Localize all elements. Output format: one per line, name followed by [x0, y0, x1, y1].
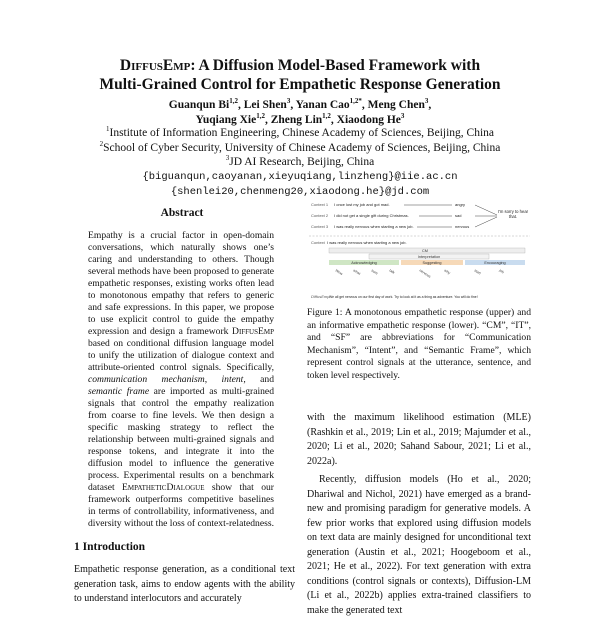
- affiliation-line: [0, 141, 600, 156]
- author-name: Lei Shen: [243, 99, 287, 111]
- emotion-label: angry: [455, 202, 466, 207]
- affil-marker: 1: [105, 125, 110, 134]
- paragraph: with the maximum likelihood estimation (MLE) (Rashkin et al., 2019; Lin et al., 2019; Majumder et al., 2020; Li et al., 2020; Sahand Sabour, 2021; Li et al., 2022a).: [307, 412, 531, 467]
- author-affil: 3: [286, 97, 291, 106]
- interpretation-label: Interpretation: [417, 254, 441, 259]
- affiliations: [0, 126, 600, 170]
- context-text: I did not get a single gift during Christmas.: [334, 213, 409, 218]
- context-label: Context 1: [311, 202, 329, 207]
- abstract-span: based on conditional diffusion language model to unify the utilization of dialogue context and attribute-oriented control signals. Specifically,: [88, 338, 274, 373]
- sf-word: nervous: [418, 268, 432, 279]
- title-framework-name: DiffusEmp: [119, 57, 191, 74]
- affil-text: School of Cyber Security, University of Chinese Academy of Sciences, Beijing, China: [103, 141, 501, 154]
- abstract-text: [88, 230, 274, 530]
- author-affil: 1,2: [322, 112, 331, 121]
- author-name: Zheng Lin: [270, 114, 323, 126]
- affil-text: JD AI Research, Beijing, China: [229, 156, 375, 168]
- term-semantic-frame: semantic frame: [88, 386, 150, 397]
- author-name: Xiaodong He: [336, 114, 401, 126]
- sf-word: why: [443, 268, 452, 276]
- sf-word: what: [352, 268, 362, 276]
- author-affil: 3: [400, 112, 405, 121]
- paper-title: [0, 56, 600, 94]
- figure-1: [309, 198, 530, 302]
- email-line: {biguanqun,caoyanan,xieyuqiang,linzheng}@iie.ac.cn: [142, 171, 458, 183]
- affiliation-line: [0, 155, 600, 170]
- affil-marker: 2: [99, 139, 104, 148]
- sf-word: start: [473, 268, 482, 276]
- monotonous-response-box: [497, 209, 529, 225]
- response-text: We all get nervous on our first day of work. Try to look at it as a thing as adventure. You will do fine!: [329, 295, 478, 299]
- abstract-span: show that our framework outperforms competitive baselines in terms of controllability, informativeness, and diversity without the loss of context-relatedness.: [88, 482, 274, 529]
- title-line-1: : A Diffusion Model-Based Framework with: [190, 57, 481, 74]
- segment-label: Encouraging: [484, 260, 506, 265]
- author-name: Meng Chen: [367, 99, 425, 111]
- abstract-span: ,: [204, 374, 222, 385]
- author-name: Yuqiang Xie: [195, 114, 257, 126]
- introduction-heading: 1 Introduction: [74, 541, 146, 553]
- abstract-span: are imported as multi-grained signals that control the empathy realization from coarse to fine levels. We then design a specific masking strategy to reflect the relationship between multi-grained signals and response tokens, and integrate it into the diffusion model to influence the generative process. Experimental results on a benchmark dataset: [88, 386, 274, 493]
- term-intent: intent: [221, 374, 244, 385]
- sf-word: Wow: [334, 268, 344, 277]
- author-affil: 1,2: [229, 97, 238, 106]
- sf-words: [334, 268, 504, 279]
- cm-label: CM: [422, 248, 428, 253]
- context-label: Context 3: [311, 224, 329, 229]
- sf-word: talk: [388, 268, 396, 275]
- author-affil: 1,2: [256, 112, 265, 121]
- sf-word: sure: [370, 268, 379, 276]
- affiliation-line: [0, 126, 600, 141]
- author-name: Yanan Cao: [295, 99, 350, 111]
- author-list: Guanqun Bi$^{1,2}$, Lei Shen$^3$, Yanan Cao$^{1,2*}$, Meng Chen$^3$, Yuqiang Xie$^{1,2}$, Zheng Lin$^{1,2}$, Xiaodong He$^3$: [168, 97, 432, 126]
- figure-1-caption: [307, 307, 531, 382]
- converge-arrow: [475, 205, 497, 215]
- figure-1-diagram: [309, 198, 530, 302]
- author-affil: 1,2*: [349, 97, 362, 106]
- caption-text: Figure 1: A monotonous empathetic response (upper) and an informative empathetic response (lower). “CM”, “IT”, and “SF” are abbreviations for “Communication Mechanism”, “Intent”, and “Semantic Frame”, which represent control signals at the utterance, sentence, and token level respectively.: [307, 307, 531, 381]
- segment-label: Suggesting: [422, 260, 442, 265]
- email-line: {shenlei20,chenmeng20,xiaodong.he}@jd.com: [170, 186, 430, 198]
- abstract-span: , and: [243, 374, 274, 385]
- dataset-name: EmpatheticDialogue: [121, 482, 205, 493]
- emotion-label: nervous: [455, 224, 470, 229]
- email-list: [0, 170, 600, 200]
- context-text: I once lost my job and got mad.: [334, 202, 390, 207]
- affil-text: Institute of Information Engineering, Chinese Academy of Sciences, Beijing, China: [109, 127, 495, 139]
- abstract-span: Empathy is a crucial factor in open-domain conversations, which naturally shows one’s caring and understanding to others. Though several methods have been proposed to generate empathetic responses, existing works often lead to monotonous empathy that refers to generic and safe expressions. In this paper, we propose to use explicit control to guide the empathy expression and design a framework: [88, 230, 274, 337]
- converge-arrow: [475, 217, 497, 227]
- context-text: I was really nervous when starting a new job.: [327, 240, 407, 245]
- sf-word: job: [498, 268, 505, 275]
- abstract-heading: Abstract: [160, 207, 204, 219]
- emotion-label: sad: [455, 213, 462, 218]
- term-communication-mechanism: communication mechanism: [88, 374, 205, 385]
- segment-label: Acknowledging: [351, 260, 377, 265]
- author-affil: 3: [424, 97, 429, 106]
- monotonous-response: I'm sorry to hear that.: [497, 209, 529, 219]
- response-label: DiffusEmp: [311, 294, 330, 299]
- intro-paragraph: Empathetic response generation, as a conditional text generation task, aims to endow agents with the ability to understand interlocutors and accurately: [74, 564, 295, 604]
- context-text: I was really nervous when starting a new job.: [334, 224, 414, 229]
- affil-marker: 3: [225, 154, 230, 163]
- title-line-2: Multi-Grained Control for Empathetic Response Generation: [99, 76, 501, 93]
- author-name: Guanqun Bi: [168, 99, 230, 111]
- framework-name: DiffusEmp: [232, 326, 274, 337]
- context-label: Context: [311, 240, 325, 245]
- right-column-text: [307, 411, 531, 618]
- paragraph: Recently, diffusion models (Ho et al., 2020; Dhariwal and Nichol, 2021) have emerged as a brand-new and promising paradigm for generative models. A few prior works that explored using diffusion models on text data are mainly designed for unconditional text generation (Austin et al., 2021; Hoogeboom et al., 2021; He et al., 2022). For text generation with extra conditions (control signals or contexts), Diffusion-LM (Li et al., 2022b) applies extra-trained classifiers to make the generated text: [307, 474, 531, 616]
- context-label: Context 2: [311, 213, 329, 218]
